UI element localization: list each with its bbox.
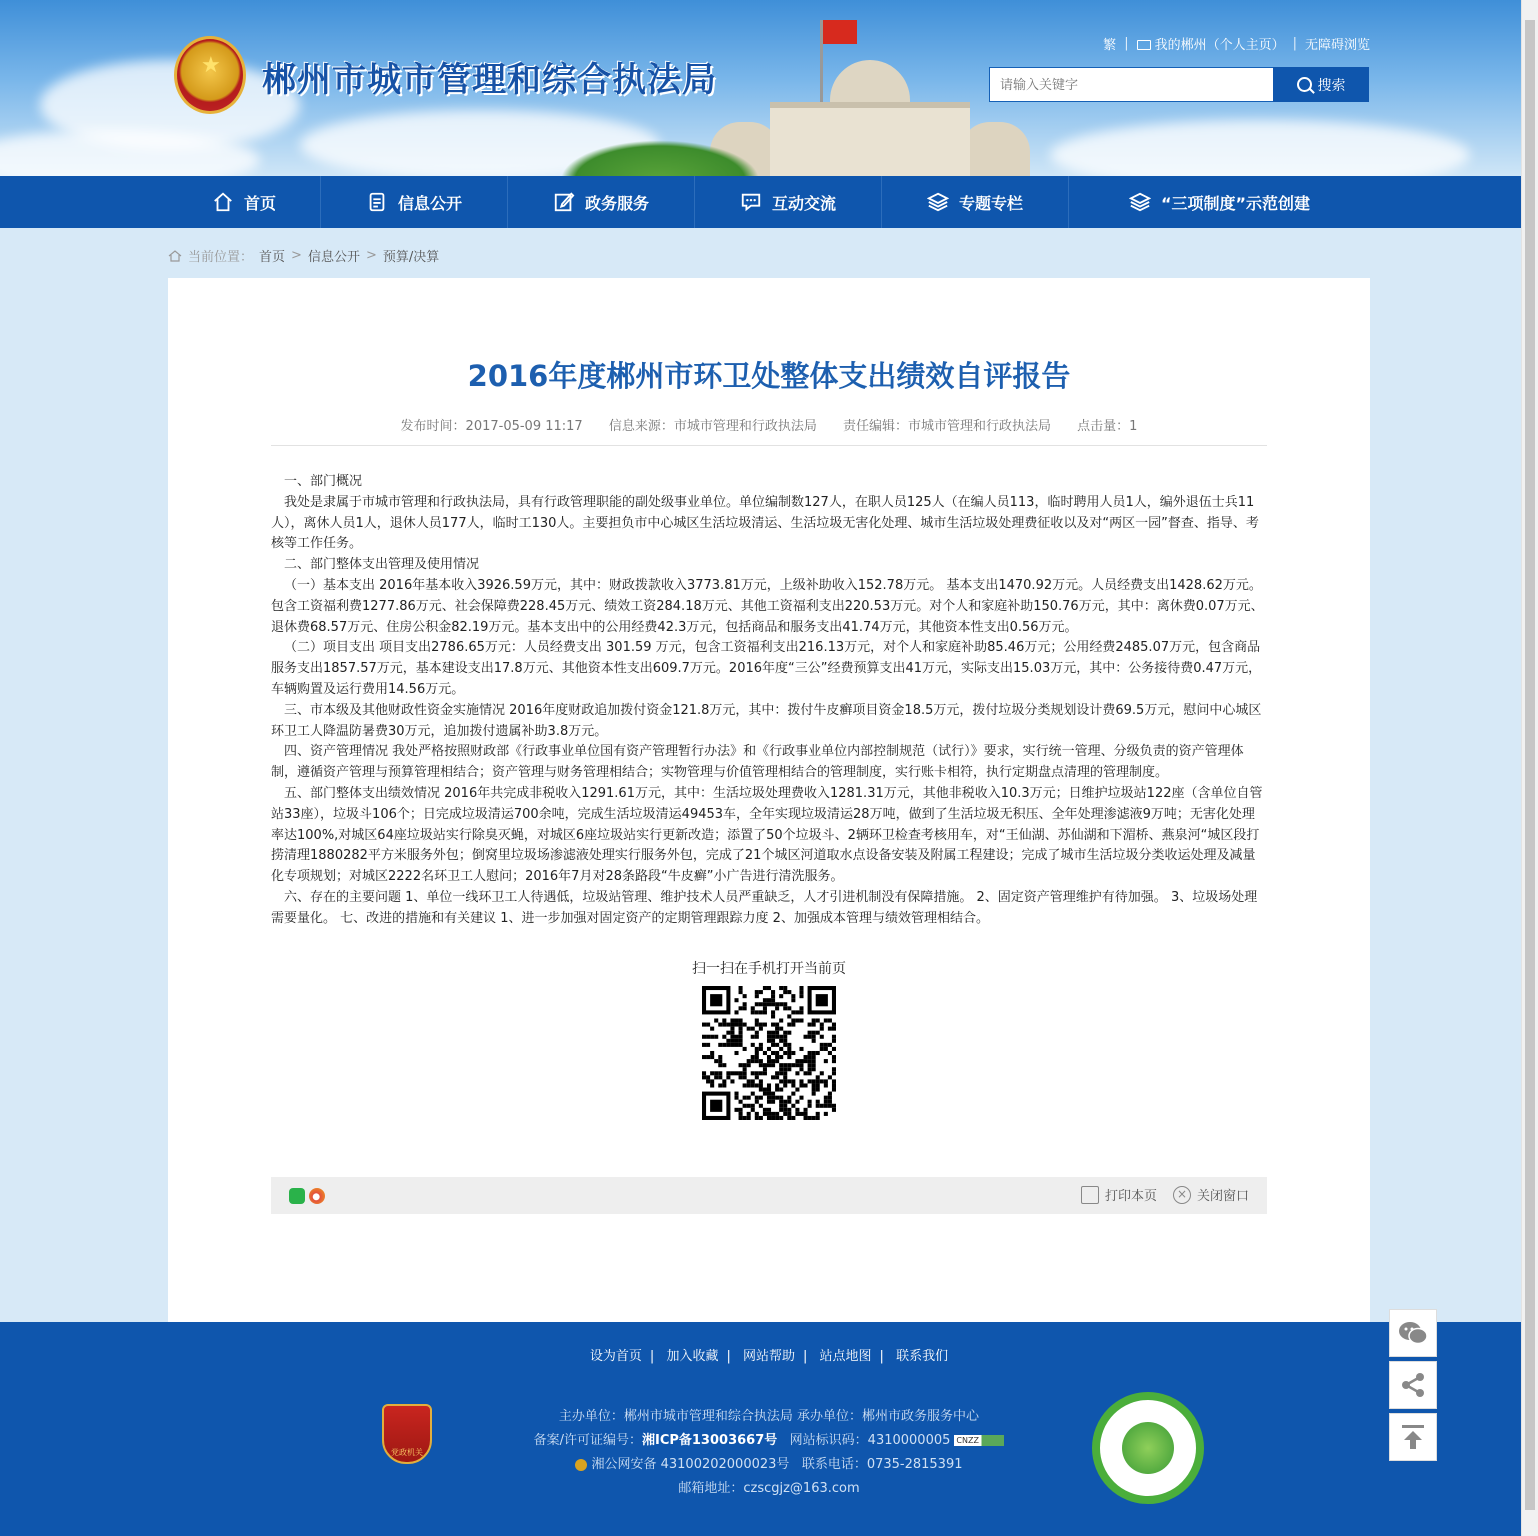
nav-label: “三项制度”示范创建: [1160, 193, 1311, 213]
cloud-decoration: [1050, 120, 1470, 176]
qr-code: [702, 986, 836, 1120]
print-label: 打印本页: [1104, 1189, 1157, 1204]
article-body: [271, 472, 1267, 930]
site-header: [0, 0, 1538, 176]
nav-label: 专题专栏: [958, 193, 1023, 213]
close-icon: ×: [1173, 1186, 1191, 1204]
contact-phone: 联系电话：0735-2815391: [801, 1457, 963, 1472]
article-paragraph: 一、部门概况: [284, 474, 363, 489]
layers-icon: [927, 191, 949, 213]
qr-caption: 扫一扫在手机打开当前页: [692, 961, 846, 977]
edit-icon: [553, 191, 575, 213]
info-source: 信息来源：市城市管理和行政执法局: [608, 419, 817, 434]
view-count: 点击量：1: [1077, 419, 1138, 434]
article-paragraph: （二）项目支出 项目支出2786.65万元：人员经费支出 301.59 万元，包含工资福利支出216.13万元，对个人和家庭补助85.46万元；公用经费2485.07万元，包含商品服务支出1857.57万元，基本建设支出17.8万元、其他资本性支出609.7万元。2016年度“三公”经费预算支出41万元，实际支出15.03万元，其中：公务接待费0.47万元，车辆购置及运行费用14.56万元。: [271, 640, 1262, 697]
nav-item-interaction[interactable]: [695, 176, 882, 228]
article-paragraph: 四、资产管理情况 我处严格按照财政部《行政事业单位国有资产管理暂行办法》和《行政事业单位内部控制规范（试行）》要求，实行统一管理、分级负责的资产管理体制，遵循资产管理与预算管理相结合；资产管理与财务管理相结合；实物管理与价值管理相结合的管理制度，实行账卡相符，执行定期盘点清理的管理制度。: [271, 744, 1244, 781]
scrollbar-thumb[interactable]: [1525, 20, 1535, 1510]
nav-item-three-systems[interactable]: [1069, 176, 1370, 228]
home-icon: [168, 250, 182, 262]
breadcrumb-home[interactable]: 首页: [259, 250, 286, 265]
nav-item-info-disclosure[interactable]: [321, 176, 508, 228]
national-emblem-logo: [174, 36, 246, 114]
footer-links: 设为首页 | 加入收藏 | 网站帮助 | 站点地图 | 联系我们: [589, 1349, 949, 1364]
share-icon: [1399, 1371, 1427, 1399]
site-footer: [0, 1322, 1538, 1536]
divider: [271, 445, 1267, 446]
document-icon: [366, 191, 388, 213]
icp-line: [0, 1429, 1538, 1453]
police-record[interactable]: 湘公网安备 43100202000023号: [591, 1457, 790, 1472]
search-icon: [1297, 77, 1312, 92]
close-window-button[interactable]: [1173, 1185, 1249, 1204]
side-tools: [1389, 1309, 1437, 1461]
nav-item-special-topics[interactable]: [882, 176, 1069, 228]
article-meta: [168, 415, 1370, 434]
weibo-share-icon[interactable]: [309, 1188, 325, 1204]
home-icon: [212, 191, 234, 213]
wechat-icon: [1398, 1320, 1428, 1346]
contact-email: 邮箱地址：czscgjz@163.com: [678, 1481, 860, 1496]
site-title: 郴州市城市管理和综合执法局: [262, 60, 717, 100]
article-paragraph: 五、部门整体支出绩效情况 2016年共完成非税收入1291.61万元，其中：生活垃圾处理费收入1281.31万元，其他非税收入10.3万元；日维护垃圾站122座（含单位自管站33座），垃圾斗106个；日完成垃圾清运700余吨，完成生活垃圾清运49453车，全年实现垃圾清运28万吨，做到了生活垃圾无积压、全年处理渗滤液9万吨；无害化处理率达100%,对城区64座垃圾站实行除臭灭蝇，对城区6座垃圾站实行更新改造；添置了50个垃圾斗、2辆环卫检查考核用车，对“王仙湖、苏仙湖和下湄桥、燕泉河“城区段打捞清理1880282平方米服务外包；倒窝里垃圾场渗滤液处理实行服务外包，完成了21个城区河道取水点设备安装及附属工程建设；完成了城市生活垃圾分类收运处理及减量化专项规划；对城区2222名环卫工人慰问；2016年7月对28条路段“牛皮癣”小广告进行清洗服务。: [271, 785, 1263, 885]
icp-prefix: 备案/许可证编号：: [533, 1433, 642, 1448]
breadcrumb: [168, 246, 439, 265]
close-label: 关闭窗口: [1196, 1189, 1249, 1204]
search-input[interactable]: [989, 67, 1274, 102]
nav-item-home[interactable]: [168, 176, 321, 228]
icp-number[interactable]: 湘ICP备13003667号: [641, 1433, 778, 1448]
page-scrollbar[interactable]: [1521, 0, 1538, 1536]
nav-label: 首页: [243, 193, 276, 213]
search-button-label: 搜索: [1317, 77, 1346, 94]
main-nav: [0, 176, 1538, 228]
share-bar: [271, 1177, 1267, 1214]
breadcrumb-budget[interactable]: 预算/决算: [382, 250, 440, 265]
sponsor-line: 主办单位：郴州市城市管理和综合执法局 承办单位：郴州市政务服务中心: [558, 1409, 980, 1424]
site-code: 网站标识码：4310000005: [789, 1433, 951, 1448]
monitor-icon: [1137, 40, 1151, 50]
gov-badge-label: 党政机关: [391, 1448, 423, 1457]
my-chenzhou-label: 我的郴州（个人主页）: [1154, 38, 1285, 53]
search-button[interactable]: [1273, 67, 1369, 102]
chat-icon: [740, 191, 762, 213]
police-line: [0, 1453, 1538, 1477]
article-paragraph: 六、存在的主要问题 1、单位一线环卫工人待遇低，垃圾站管理、维护技术人员严重缺乏，人才引进机制没有保障措施。 2、固定资产管理维护有待加强。 3、垃圾场处理需要量化。 七、改进的措施和有关建议 1、进一步加强对固定资产的定期管理跟踪力度 2、加强成本管理与绩效管理相结合。: [271, 889, 1258, 926]
wechat-share-icon[interactable]: [289, 1188, 305, 1204]
article-title: 2016年度郴州市环卫处整体支出绩效自评报告: [467, 359, 1071, 393]
my-chenzhou-link[interactable]: [1137, 34, 1285, 53]
footer-info: [0, 1405, 1538, 1501]
cnzz-icon[interactable]: CNZZ: [954, 1435, 1004, 1446]
nav-item-gov-service[interactable]: [508, 176, 695, 228]
footer-link-add-favorite[interactable]: 加入收藏: [666, 1349, 719, 1364]
wechat-side-button[interactable]: [1389, 1309, 1437, 1357]
article-paragraph: （一）基本支出 2016年基本收入3926.59万元，其中：财政拨款收入3773.81万元，上级补助收入152.78万元。 基本支出1470.92万元。人员经费支出1428.62万元。包含工资福利费1277.86万元、社会保障费228.45万元、绩效工资284.18万元、其他工资福利支出220.53万元。对个人和家庭补助150.76万元，其中：离休费0.07万元、退休费68.57万元、住房公积金82.19万元。基本支出中的公用经费42.3万元，包括商品和服务支出41.74万元，其他资本性支出0.56万元。: [271, 577, 1264, 635]
accessibility-link[interactable]: 无障碍浏览: [1304, 38, 1370, 53]
traditional-chinese-link[interactable]: 繁: [1103, 38, 1117, 53]
publish-time: 发布时间：2017-05-09 11:17: [400, 419, 583, 434]
article-panel: [168, 278, 1370, 1322]
footer-link-set-homepage[interactable]: 设为首页: [589, 1349, 642, 1364]
civilization-site-badge[interactable]: [1092, 1392, 1204, 1504]
article-paragraph: 我处是隶属于市城市管理和行政执法局，具有行政管理职能的副处级事业单位。单位编制数127人，在职人员125人（在编人员113，临时聘用人员1人，编外退伍士兵11人），离休人员1人，退休人员177人，临时工130人。主要担负市中心城区生活垃圾清运、生活垃圾无害化处理、城市生活垃圾处理费征收以及对“两区一园”督查、指导、考核等工作任务。: [271, 494, 1259, 552]
police-badge-icon: [575, 1459, 587, 1471]
trees-decoration: [560, 140, 760, 176]
printer-icon: [1081, 1186, 1099, 1204]
breadcrumb-info-disclosure[interactable]: 信息公开: [307, 250, 360, 265]
footer-link-sitemap[interactable]: 站点地图: [819, 1349, 872, 1364]
article-paragraph: 三、市本级及其他财政性资金实施情况 2016年度财政追加拨付资金121.8万元，其中：拨付牛皮癣项目资金18.5万元，拨付垃圾分类规划设计费69.5万元，慰问中心城区环卫工人降温防暑费30万元，追加拨付遗属补助3.8万元。: [271, 702, 1262, 739]
footer-link-contact[interactable]: 联系我们: [896, 1349, 949, 1364]
article-paragraph: 二、部门整体支出管理及使用情况: [284, 557, 480, 573]
arrow-top-icon: [1400, 1423, 1426, 1451]
print-button[interactable]: [1081, 1185, 1157, 1204]
responsible-editor: 责任编辑：市城市管理和行政执法局: [843, 419, 1052, 434]
back-to-top-button[interactable]: [1389, 1413, 1437, 1461]
share-side-button[interactable]: [1389, 1361, 1437, 1409]
breadcrumb-separator: >: [365, 248, 377, 263]
breadcrumb-separator: >: [291, 248, 302, 263]
stack-icon: [1129, 191, 1151, 213]
nav-label: 互动交流: [771, 193, 836, 213]
top-links: 繁 | 我的郴州（个人主页） | 无障碍浏览: [1103, 36, 1370, 53]
breadcrumb-prefix: 当前位置：: [188, 250, 254, 265]
footer-link-help[interactable]: 网站帮助: [742, 1349, 795, 1364]
nav-label: 政务服务: [584, 193, 649, 213]
nav-label: 信息公开: [397, 193, 462, 213]
